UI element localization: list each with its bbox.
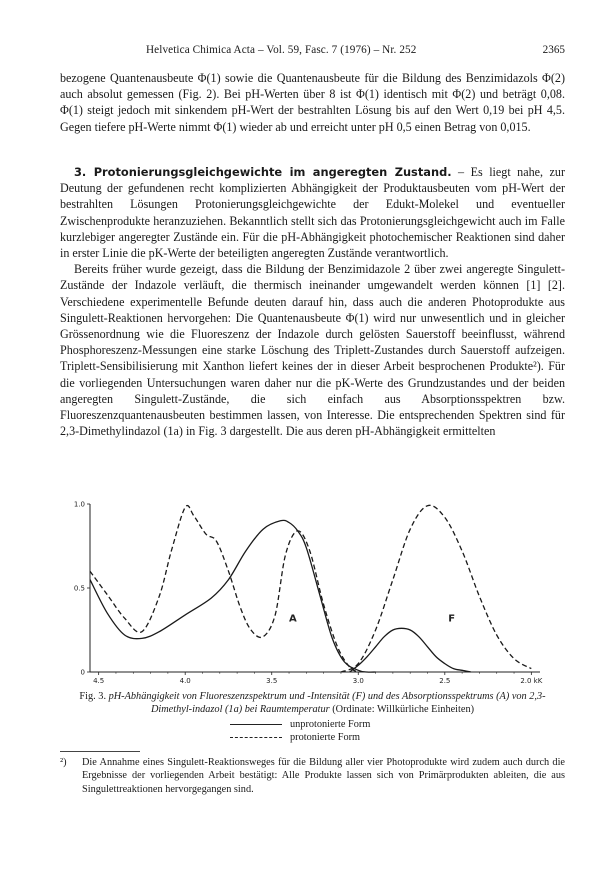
legend-label-unprotonated: unprotonierte Form (290, 719, 371, 730)
paragraph-1 (60, 70, 565, 135)
spectrum-figure (60, 496, 560, 696)
x-tick-label: 2.5 (439, 677, 451, 685)
curve-F-dashed (341, 505, 531, 672)
footnote-text: Die Annahme eines Singulett-Reaktionsweges für die Bildung aller vier Photoprodukte wird zudem auch durch die Ergebnisse der vorliegenden Arbeit bestätigt: Alle Produkte lassen sich von Primärprodukten ableiten, die aus Singulettreaktionen hervorgegangen sind. (82, 757, 565, 795)
y-tick-label: 0 (80, 668, 85, 677)
x-tick-label: 2.0 kK (520, 677, 543, 685)
footnote (60, 756, 565, 796)
legend-label-protonated: protonierte Form (290, 732, 361, 743)
curve-label-F: F (448, 613, 456, 625)
figure-legend (230, 718, 370, 744)
chart-labels (289, 614, 455, 625)
paragraph-2: Bereits früher wurde gezeigt, dass die Bildung der Benzimidazole 2 über zwei angeregte Singulett-Zustände der Indazole verläuft, die thermisch ineinander umgewandelt werden können [1] [2]. Verschiedene experimentelle Befunde deuten darauf hin, dass auch die anderen Photoprodukte aus Singulett-Reaktionen hervorgehen: Die Quantenausbeute Φ(1) wird nur unwesentlich und in gleicher Grössenordnung wie die Fluoreszenz der Indazole durch gelösten Sauerstoff beeinflusst, während Phosphoreszenz-Messungen eine starke Löschung des Triplett-Zustandes durch Sauerstoff aufzeigen. Triplett-Sensibilisierung mit Xanthon liefert keines der in dieser Arbeit besprochenen Produkte²). Für die vorliegenden Untersuchungen waren daher nur die pK-Werte des Grundzustandes und der beiden angeregten Singulett-Zustände, die sich einfach aus Absorptionsspektren bzw. Fluoreszenzquantenausbeuten bestimmen lassen, von Interesse. Die entsprechenden Spektren sind für 2,3-Dimethylindazol (1a) in Fig. 3 dargestellt. Die aus deren pH-Abhängigkeit ermittelten (60, 262, 565, 439)
x-tick-label: 3.0 (352, 677, 364, 685)
journal-title: Helvetica Chimica Acta – Vol. 59, Fasc. 7 (1976) – Nr. 252 (146, 44, 417, 56)
curve-A-solid (90, 520, 376, 672)
y-tick-label: 0.5 (73, 584, 85, 593)
chart-curves (90, 505, 531, 672)
x-tick-label: 4.5 (93, 677, 105, 685)
page-number: 2365 (542, 44, 565, 56)
legend-dashed-line (230, 737, 282, 738)
legend-item-unprotonated (230, 718, 370, 731)
legend-item-protonated (230, 731, 370, 744)
section-3 (60, 164, 565, 439)
x-tick-label: 3.5 (266, 677, 278, 685)
legend-solid-line (230, 724, 282, 725)
section-3-intro: – Es liegt nahe, zur Deutung der gefundenen recht komplizierten Abhängigkeit der Produktausbeuten vom pH-Wert der bestrahlten Lösungen Protonierungsgleichgewichte der Edukt-Molekel und eventueller Zwischenprodukte heranzuziehen. Bekanntlich stellt sich das Protonierungsgleichgewicht auch im Falle kurzlebiger angeregter Zustände ein. Für die pH-Abhängigkeit photochemischer Reaktionen sind daher in erster Linie die pK-Werte der beteiligten angeregten Zustände verantwortlich. (60, 165, 565, 261)
chart-ticks (74, 501, 543, 686)
y-tick-label: 1.0 (73, 500, 85, 509)
caption-italic: pH-Abhängigkeit von Fluoreszenzspektrum und -Intensität (F) und des Absorptionsspektrums (A) von 2,3-Dimethyl-indazol (1a) bei Raumtemperatur (108, 691, 546, 716)
x-tick-label: 4.0 (179, 677, 191, 685)
footnote-rule (60, 751, 140, 752)
figure-caption (60, 690, 565, 716)
curve-F-solid (350, 628, 471, 672)
footnote-mark: ²) (60, 757, 67, 768)
caption-prefix: Fig. 3. (79, 691, 107, 702)
curve-label-A: A (289, 613, 297, 625)
section-3-paragraph (60, 164, 565, 261)
chart-axes (90, 504, 540, 672)
section-heading: 3. Protonierungsgleichgewichte im angeregten Zustand. (74, 165, 452, 179)
paragraph-1-text: bezogene Quantenausbeute Φ(1) sowie die Quantenausbeute für die Bildung des Benzimidazols Φ(2) auch absolut gemessen (Fig. 2). Bei pH-Werten über 8 ist Φ(1) identisch mit Φ(2) und beträgt 0,08. Φ(1) steigt jedoch mit sinkendem pH-Wert der bestrahlten Lösung bis auf den Wert 0,19 bei pH 4,5. Gegen tiefere pH-Werte nimmt Φ(1) wieder ab und erreicht unter pH 0,5 einen Betrag von 0,015. (60, 71, 565, 134)
caption-suffix: (Ordinate: Willkürliche Einheiten) (332, 704, 475, 716)
